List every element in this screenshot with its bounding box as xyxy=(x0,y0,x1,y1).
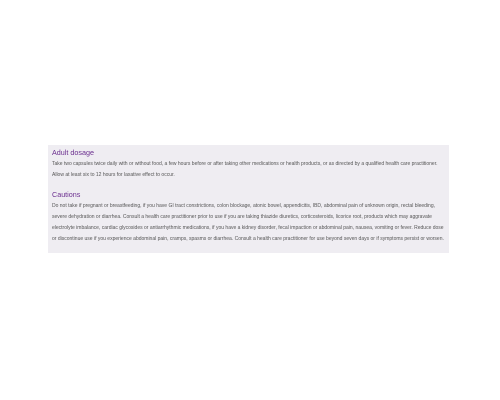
adult-dosage-text: Take two capsules twice daily with or without food, a few hours before or after taking other medications or health products, or as directed by a qualified health care practitioner. Allow at least six to 12 hours for laxative effect to occur. xyxy=(52,161,438,178)
cautions-text: Do not take if pregnant or breastfeeding, if you have GI tract constrictions, colon blockage, atonic bowel, appendicitis, IBD, abdominal pain of unknown origin, rectal bleeding, severe dehydration or diarrhea. Consult a health care practitioner prior to use if you are taking thiazide diuretics, corticosteroids, licorice root, products which may aggravate electrolyte imbalance, cardiac glycosides or antiarrhythmic medications, if you have a kidney disorder, fecal impaction or abdominal pain, nausea, vomiting or fever. Reduce dose or discontinue use if you experience abdominal pain, cramps, spasms or diarrhea. Consult a health care practitioner for use beyond seven days or if symptoms persist or worsen. xyxy=(52,203,444,242)
cautions-section xyxy=(52,190,445,244)
adult-dosage-heading: Adult dosage xyxy=(52,148,94,157)
product-info-panel xyxy=(48,145,449,253)
adult-dosage-section xyxy=(52,148,445,180)
cautions-heading: Cautions xyxy=(52,190,81,200)
